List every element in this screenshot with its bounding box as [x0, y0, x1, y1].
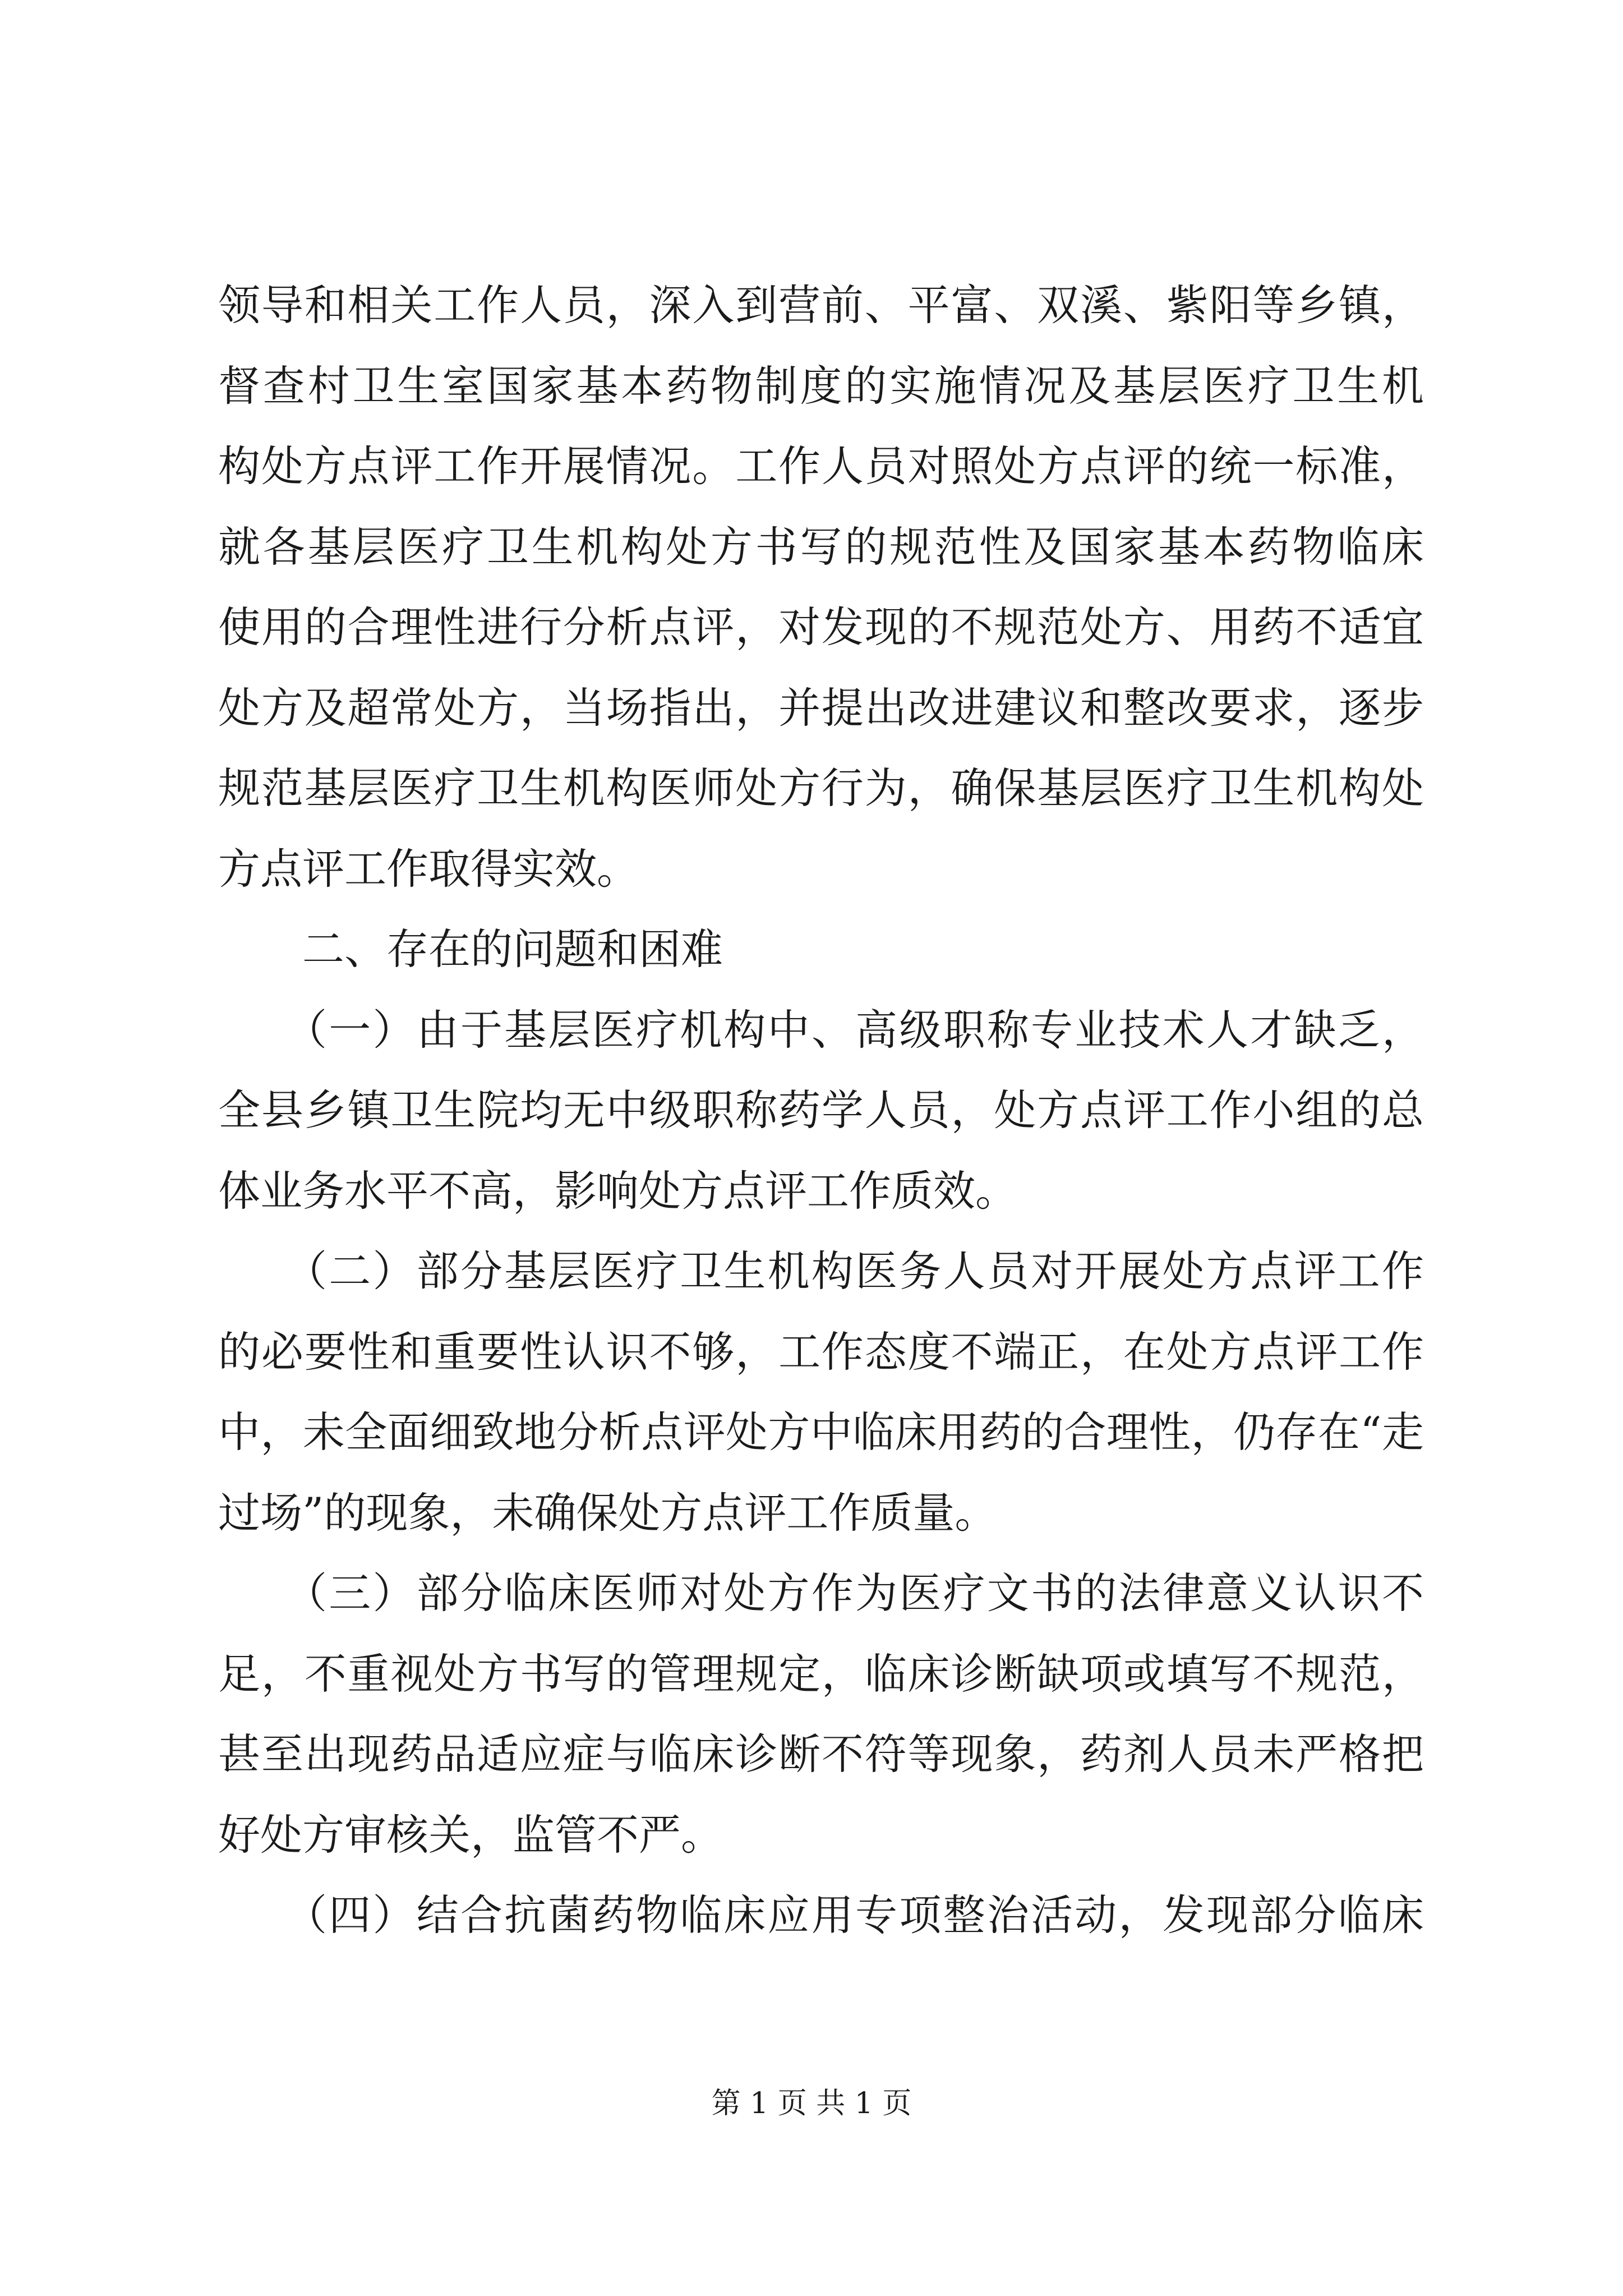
text-line: 好处方审核关，监管不严。 — [218, 1810, 723, 1860]
text-line: 领导和相关工作人员，深入到营前、平富、双溪、紫阳等乡镇， — [218, 280, 1424, 330]
page-number-label: 第 1 页 共 1 页 — [711, 2087, 912, 2120]
text-line: 甚至出现药品适应症与临床诊断不符等现象，药剂人员未严格把 — [218, 1729, 1424, 1779]
document-body — [218, 272, 1424, 1962]
paragraph-continuation — [218, 272, 1424, 915]
paragraph-item-3 — [218, 1559, 1424, 1881]
text-line: （二）部分基层医疗卫生机构医务人员对开展处方点评工作 — [218, 1246, 1424, 1296]
text-line: 中，未全面细致地分析点评处方中临床用药的合理性，仍存在“走 — [218, 1407, 1424, 1457]
text-line: 足，不重视处方书写的管理规定，临床诊断缺项或填写不规范， — [218, 1649, 1424, 1699]
text-line: 规范基层医疗卫生机构医师处方行为，确保基层医疗卫生机构处 — [218, 763, 1424, 813]
text-line: 过场”的现象，未确保处方点评工作质量。 — [218, 1488, 997, 1538]
page-footer — [0, 2084, 1623, 2123]
text-line: 方点评工作取得实效。 — [218, 844, 639, 894]
text-line: 就各基层医疗卫生机构处方书写的规范性及国家基本药物临床 — [218, 522, 1424, 572]
paragraph-item-4 — [218, 1881, 1424, 1962]
paragraph-item-1 — [218, 996, 1424, 1238]
section-heading — [218, 915, 1424, 996]
text-line: 督查村卫生室国家基本药物制度的实施情况及基层医疗卫生机 — [218, 361, 1424, 411]
text-line: 体业务水平不高，影响处方点评工作质效。 — [218, 1166, 1018, 1216]
text-line: 构处方点评工作开展情况。工作人员对照处方点评的统一标准， — [218, 441, 1424, 491]
paragraph-item-2 — [218, 1237, 1424, 1559]
text-line: （三）部分临床医师对处方作为医疗文书的法律意义认识不 — [218, 1568, 1424, 1618]
text-line: 全县乡镇卫生院均无中级职称药学人员，处方点评工作小组的总 — [218, 1085, 1424, 1135]
text-line: 处方及超常处方，当场指出，并提出改进建议和整改要求，逐步 — [218, 683, 1424, 733]
text-line: 的必要性和重要性认识不够，工作态度不端正，在处方点评工作 — [218, 1327, 1424, 1377]
heading-line: 二、存在的问题和困难 — [218, 924, 723, 974]
text-line: （一）由于基层医疗机构中、高级职称专业技术人才缺乏， — [218, 1005, 1424, 1055]
text-line: （四）结合抗菌药物临床应用专项整治活动，发现部分临床 — [218, 1890, 1424, 1940]
text-line: 使用的合理性进行分析点评，对发现的不规范处方、用药不适宜 — [218, 602, 1424, 652]
